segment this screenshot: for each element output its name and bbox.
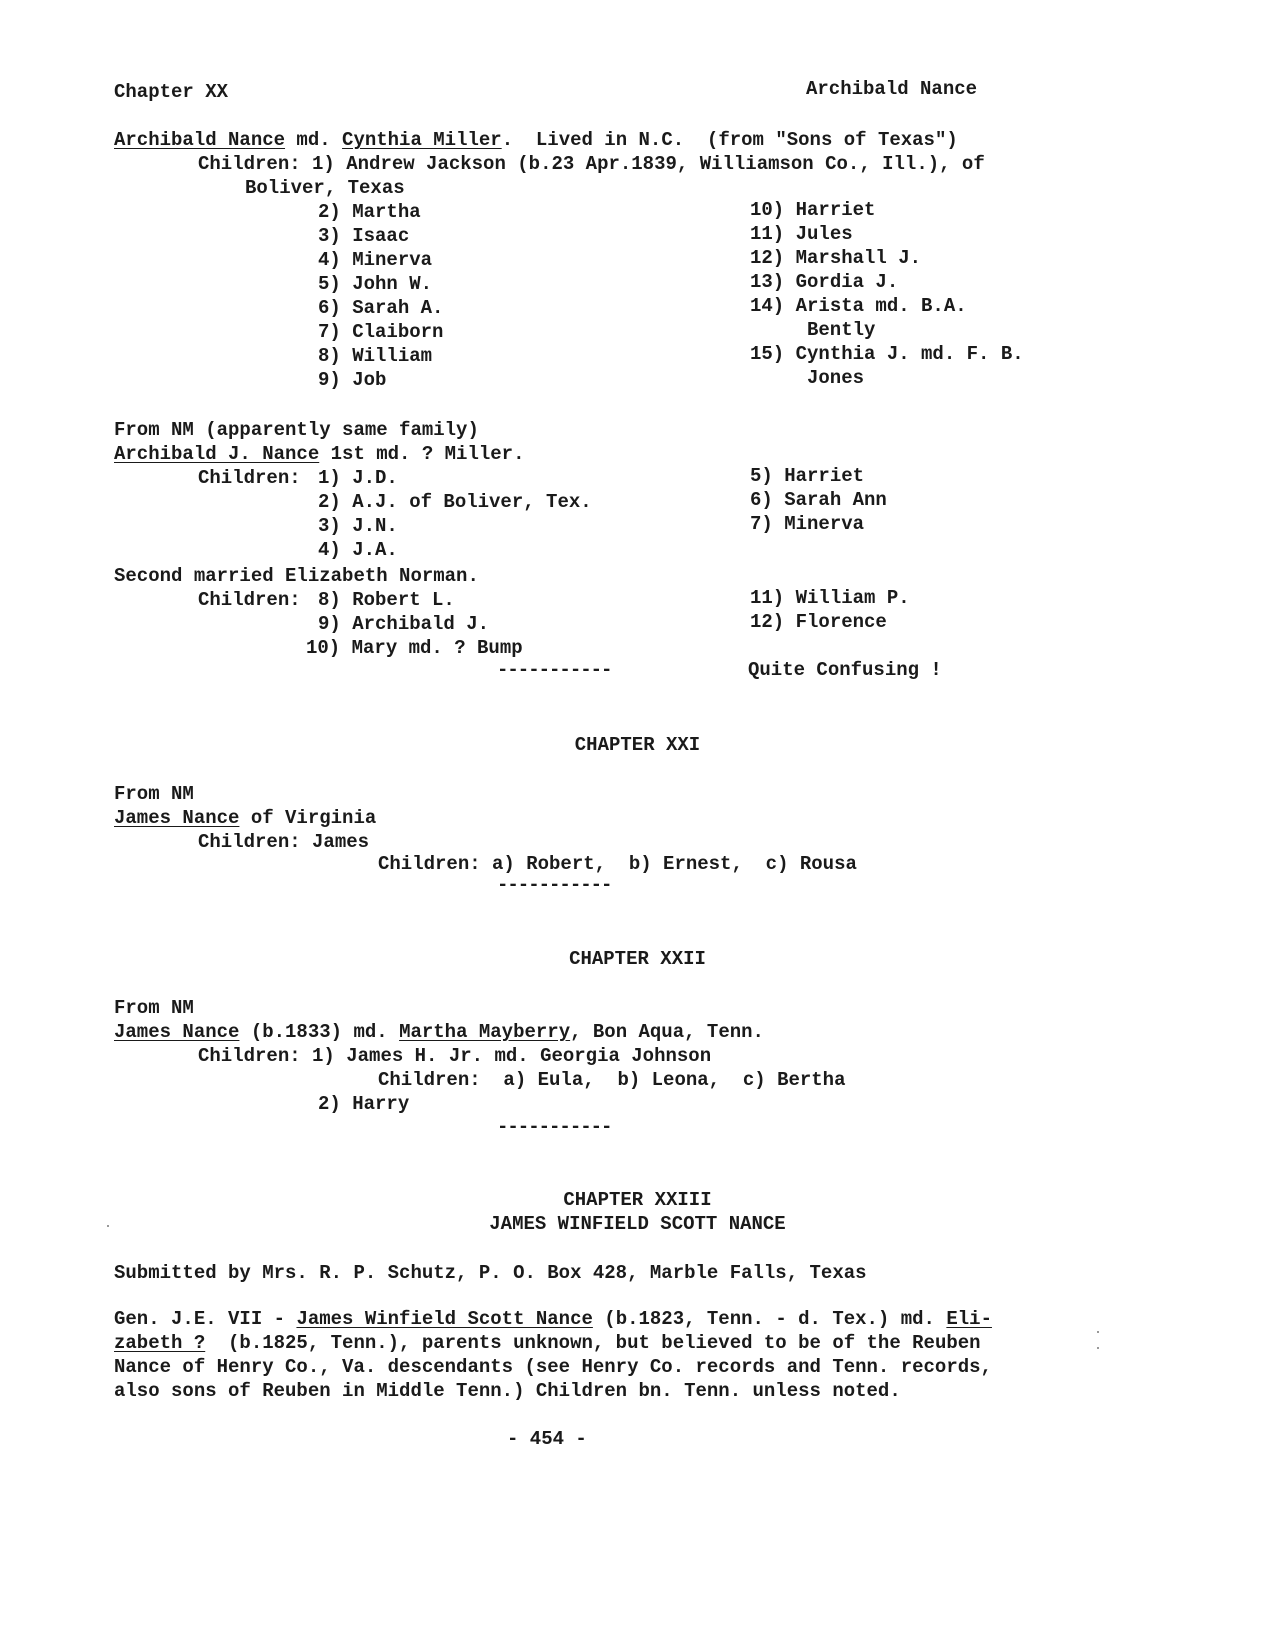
nm-name: Archibald J. Nance xyxy=(114,443,320,465)
ch20-child: 12) Marshall J. xyxy=(750,247,922,269)
nm-child: 4) J.A. xyxy=(318,539,398,561)
ch20-rest: . Lived in N.C. (from "Sons of Texas") xyxy=(501,129,958,151)
ch20-child: 13) Gordia J. xyxy=(750,271,899,293)
ch21-grandchildren: Children: a) Robert, b) Ernest, c) Rousa xyxy=(378,853,857,875)
ch20-md: md. xyxy=(285,129,343,151)
ch20-child: 2) Martha xyxy=(318,201,421,223)
nm-child: 3) J.N. xyxy=(318,515,398,537)
ch22-md: (b.1833) md. xyxy=(239,1021,400,1043)
running-title: Archibald Nance xyxy=(806,78,978,100)
scan-speck xyxy=(1097,1331,1099,1333)
ch21-name: James Nance xyxy=(114,807,240,829)
ch23-p1-line3: Nance of Henry Co., Va. descendants (see Henry Co. records and Tenn. records, xyxy=(114,1356,992,1378)
nm2-child: 8) Robert L. xyxy=(318,589,455,611)
nm2-child: 11) William P. xyxy=(750,587,910,609)
ch23-line2-rest: (b.1825, Tenn.), parents unknown, but believed to be of the Reuben xyxy=(205,1332,981,1354)
ch22-child-2: 2) Harry xyxy=(318,1093,410,1115)
ch21-children: Children: James xyxy=(198,831,370,853)
ch22-children-line xyxy=(198,1044,711,1068)
nm2-child: 10) Mary md. ? Bump xyxy=(306,637,523,659)
scan-speck xyxy=(107,1225,109,1227)
ch20-child: 5) John W. xyxy=(318,273,433,295)
nm-child: 2) A.J. of Boliver, Tex. xyxy=(318,491,592,513)
ch23-p1-line2 xyxy=(114,1331,981,1355)
ch23-p1-line1 xyxy=(114,1307,992,1331)
ch20-child-1-cont: Boliver, Texas xyxy=(245,177,405,199)
ch20-spouse: Cynthia Miller xyxy=(342,129,502,151)
nm-intro xyxy=(114,442,524,466)
ch20-child: 9) Job xyxy=(318,369,387,391)
submitted-by: Submitted by Mrs. R. P. Schutz, P. O. Box 428, Marble Falls, Texas xyxy=(114,1262,867,1284)
chapter-heading: CHAPTER XXII xyxy=(569,948,706,970)
section-divider: ----------- xyxy=(497,659,612,681)
ch20-intro xyxy=(114,128,958,152)
nm-child: 7) Minerva xyxy=(750,513,865,535)
ch20-child: 11) Jules xyxy=(750,223,853,245)
ch22-rest: , Bon Aqua, Tenn. xyxy=(570,1021,764,1043)
ch23-name: James Winfield Scott Nance xyxy=(296,1308,593,1330)
nm2-child: 12) Florence xyxy=(750,611,887,633)
ch23-spouse-a: Eli- xyxy=(946,1308,992,1330)
ch22-spouse: Martha Mayberry xyxy=(399,1021,571,1043)
nm-child: 1) J.D. xyxy=(318,467,398,489)
ch20-name: Archibald Nance xyxy=(114,129,286,151)
chapter-label: Chapter XX xyxy=(114,81,229,103)
ch22-name: James Nance xyxy=(114,1021,240,1043)
nm-children-label: Children: xyxy=(198,467,313,489)
nm2-child: 9) Archibald J. xyxy=(318,613,490,635)
ch22-source: From NM xyxy=(114,997,194,1019)
second-marriage: Second married Elizabeth Norman. xyxy=(114,565,479,587)
ch20-child: 10) Harriet xyxy=(750,199,876,221)
ch23-p1-line4: also sons of Reuben in Middle Tenn.) Children bn. Tenn. unless noted. xyxy=(114,1380,901,1402)
ch23-spouse-b: zabeth ? xyxy=(114,1332,206,1354)
ch20-child: 14) Arista md. B.A. xyxy=(750,295,967,317)
nm2-children-label: Children: xyxy=(198,589,313,611)
scan-speck xyxy=(1097,1347,1099,1349)
chapter-heading: CHAPTER XXIII xyxy=(563,1189,712,1211)
ch23-mid: (b.1823, Tenn. - d. Tex.) md. xyxy=(592,1308,947,1330)
chapter-subheading: JAMES WINFIELD SCOTT NANCE xyxy=(489,1213,786,1235)
confusing-note: Quite Confusing ! xyxy=(748,659,942,681)
section-divider: ----------- xyxy=(497,1116,612,1138)
ch20-child-1: 1) Andrew Jackson (b.23 Apr.1839, Williamson Co., Ill.), of xyxy=(312,153,985,175)
ch22-child-1: 1) James H. Jr. md. Georgia Johnson xyxy=(312,1045,712,1067)
ch20-children-line xyxy=(198,152,985,176)
ch20-child: 3) Isaac xyxy=(318,225,410,247)
page-number: - 454 - xyxy=(507,1428,587,1450)
ch21-rest: of Virginia xyxy=(239,807,377,829)
ch20-child-cont: Bently xyxy=(807,319,876,341)
ch20-child: 15) Cynthia J. md. F. B. xyxy=(750,343,1024,365)
ch21-intro xyxy=(114,806,376,830)
nm-child: 6) Sarah Ann xyxy=(750,489,887,511)
ch20-child: 7) Claiborn xyxy=(318,321,444,343)
nm-first: 1st md. ? Miller. xyxy=(319,443,525,465)
ch23-prefix: Gen. J.E. VII - xyxy=(114,1308,297,1330)
nm-child: 5) Harriet xyxy=(750,465,865,487)
chapter-heading: CHAPTER XXI xyxy=(574,734,701,756)
ch20-child-cont: Jones xyxy=(807,367,865,389)
ch20-child: 4) Minerva xyxy=(318,249,433,271)
ch21-source: From NM xyxy=(114,783,194,805)
ch20-child: 8) William xyxy=(318,345,433,367)
ch22-grandchildren: Children: a) Eula, b) Leona, c) Bertha xyxy=(378,1069,846,1091)
ch20-children-label: Children: xyxy=(198,153,313,175)
ch22-children-label: Children: xyxy=(198,1045,313,1067)
section-divider: ----------- xyxy=(497,874,612,896)
ch22-intro xyxy=(114,1020,764,1044)
ch20-child: 6) Sarah A. xyxy=(318,297,444,319)
nm-source: From NM (apparently same family) xyxy=(114,419,479,441)
